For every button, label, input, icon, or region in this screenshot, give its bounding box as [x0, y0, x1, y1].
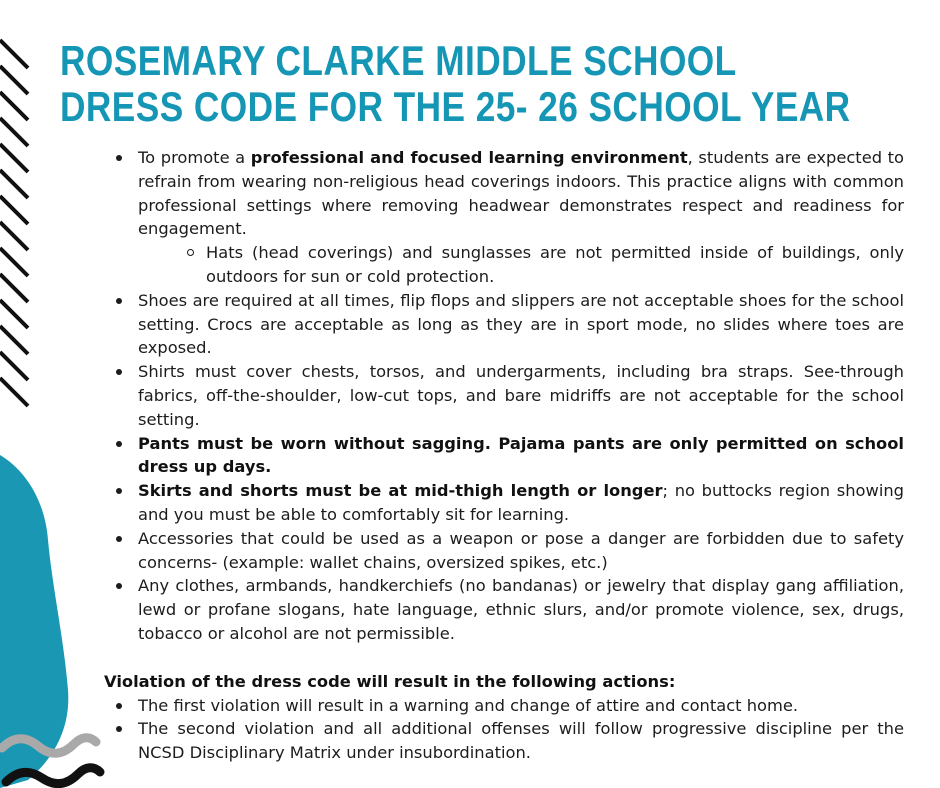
- violation-heading: Violation of the dress code will result in the following actions:: [104, 671, 676, 691]
- page-title: [60, 37, 851, 130]
- diagonal-stripes-decoration: [0, 40, 28, 406]
- violation-second: The second violation and all additional offenses will follow progressive discipline per the NCSD Disciplinary Matrix under insubordination.: [104, 717, 904, 765]
- rule-pants: Pants must be worn without sagging. Pajama pants are only permitted on school dress up days.: [104, 432, 904, 480]
- rule-shirts: Shirts must cover chests, torsos, and undergarments, including bra straps. See-through fabrics, off-the-shoulder, low-cut tops, and bare midriffs are not acceptable for the school setting.: [104, 360, 904, 431]
- rule-accessories: Accessories that could be used as a weapon or pose a danger are forbidden due to safety concerns- (example: wallet chains, oversized spikes, etc.): [104, 527, 904, 575]
- title-line-dress-code: DRESS CODE FOR THE 25- 26 SCHOOL YEAR: [60, 83, 851, 130]
- rules-list: [104, 146, 904, 646]
- rule-shoes: Shoes are required at all times, flip flops and slippers are not acceptable shoes for the school setting. Crocs are acceptable as long as they are in sport mode, no slides where toes are exposed.: [104, 289, 904, 360]
- rule-gang-affiliation: Any clothes, armbands, handkerchiefs (no bandanas) or jewelry that display gang affiliation, lewd or profane slogans, hate language, ethnic slurs, and/or promote violence, sex, drugs, tobacco or alcohol are not permissible.: [104, 574, 904, 645]
- rule-skirts-shorts: Skirts and shorts must be at mid-thigh length or longer; no buttocks region showing and you must be able to comfortably sit for learning.: [104, 479, 904, 527]
- violation-first: The first violation will result in a warning and change of attire and contact home.: [104, 694, 904, 718]
- rule-headwear-emphasis: professional and focused learning environment: [250, 148, 688, 167]
- title-line-school: ROSEMARY CLARKE MIDDLE SCHOOL: [60, 37, 737, 84]
- rule-hats-sunglasses: Hats (head coverings) and sunglasses are not permitted inside of buildings, only outdoors for sun or cold protection.: [138, 241, 904, 289]
- rule-headwear: To promote a professional and focused learning environment, students are expected to refrain from wearing non-religious head coverings indoors. This practice aligns with common professional settings where removing headwear demonstrates respect and readiness for engagement. Hats (head coverings) and sunglasses are not permitted inside of buildings, only outdoors for sun or cold protection.: [104, 146, 904, 289]
- headwear-sublist: [138, 241, 904, 289]
- dress-code-content: [104, 146, 904, 765]
- violation-actions-list: [104, 694, 904, 765]
